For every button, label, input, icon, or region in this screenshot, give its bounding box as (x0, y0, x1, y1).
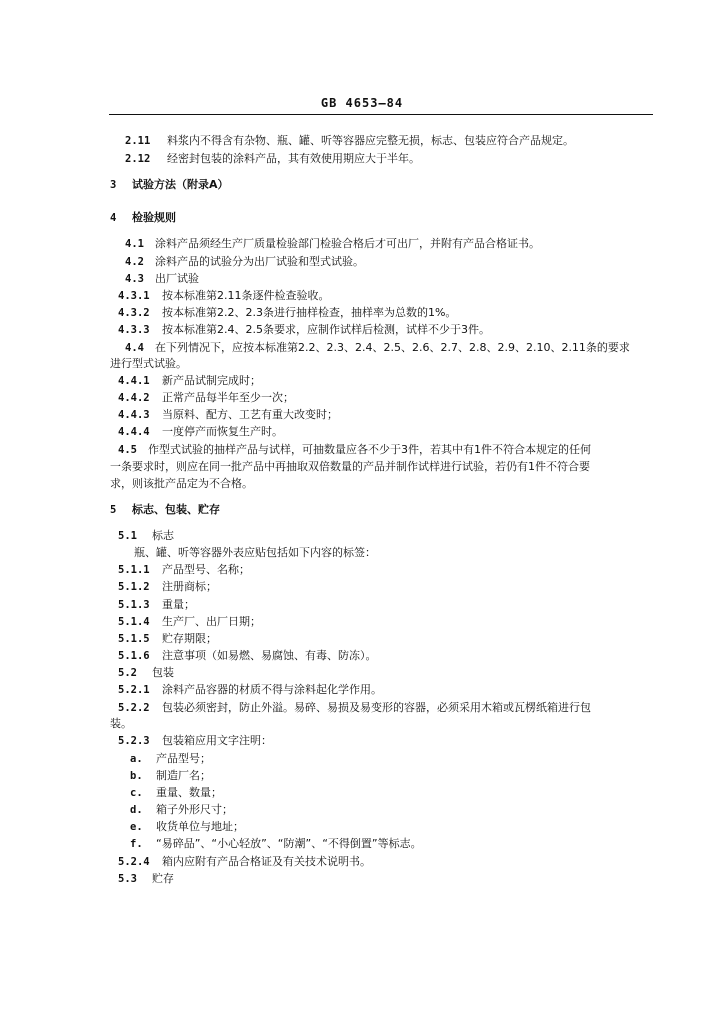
clause-number: 4.5 (118, 444, 137, 456)
clause-5-1-1 (118, 563, 250, 577)
clause-text: 贮存期限； (162, 632, 217, 645)
clause-5-1-4 (118, 615, 261, 629)
clause-4-4-3 (118, 408, 338, 422)
clause-number: 4.4.4 (118, 426, 150, 438)
clause-text: 产品型号、名称； (162, 563, 250, 576)
clause-number: 2.12 (125, 153, 151, 165)
list-marker: b. (130, 770, 143, 782)
list-item-e (130, 820, 244, 834)
clause-number: 5.1 (118, 530, 137, 542)
clause-text: 经密封包装的涂料产品，其有效使用期应大于半年。 (167, 152, 420, 165)
clause-5-2-4 (118, 855, 371, 869)
section-5-heading (110, 503, 220, 517)
clause-text: 箱内应附有产品合格证及有关技术说明书。 (162, 855, 371, 868)
clause-4-3-3 (118, 323, 490, 337)
clause-5-3 (118, 872, 174, 886)
clause-number: 4.4.1 (118, 375, 150, 387)
clause-5-2-2 (118, 701, 591, 715)
clause-text: 料浆内不得含有杂物、瓶、罐、听等容器应完整无损，标志、包装应符合产品规定。 (167, 134, 574, 147)
clause-5-1 (118, 529, 174, 543)
clause-number: 5.3 (118, 873, 137, 885)
clause-text: 标志 (152, 529, 174, 542)
clause-5-1-3 (118, 598, 195, 612)
clause-number: 5.1.4 (118, 616, 150, 628)
clause-number: 4.3 (125, 273, 144, 285)
clause-2-12 (125, 152, 420, 166)
clause-text: 瓶、罐、听等容器外表应贴包括如下内容的标签： (134, 546, 376, 559)
clause-4-4 (125, 341, 630, 355)
clause-text: 涂料产品容器的材质不得与涂料起化学作用。 (162, 683, 382, 696)
clause-text: 包装必须密封，防止外溢。易碎、易损及易变形的容器，必须采用木箱或瓦楞纸箱进行包 (162, 701, 591, 714)
clause-text: 涂料产品的试验分为出厂试验和型式试验。 (155, 255, 364, 268)
clause-number: 5.1.1 (118, 564, 150, 576)
clause-number: 4.4 (125, 342, 144, 354)
clause-4-4-1 (118, 374, 261, 388)
section-title: 标志、包装、贮存 (132, 503, 220, 516)
clause-text: 涂料产品须经生产厂质量检验部门检验合格后才可出厂，并附有产品合格证书。 (155, 237, 540, 250)
list-marker: d. (130, 804, 143, 816)
clause-number: 5.1.2 (118, 581, 150, 593)
clause-text: 一度停产而恢复生产时。 (162, 425, 283, 438)
clause-2-11 (125, 134, 574, 148)
clause-text: 出厂试验 (155, 272, 199, 285)
header-divider (109, 114, 653, 115)
list-item-text: 产品型号； (156, 752, 211, 765)
clause-5-1-intro (134, 546, 376, 560)
list-item-d (130, 803, 233, 817)
clause-number: 4.3.3 (118, 324, 150, 336)
clause-number: 4.4.3 (118, 409, 150, 421)
clause-number: 5.1.6 (118, 650, 150, 662)
list-marker: e. (130, 821, 143, 833)
standard-code-header: GB 4653—84 (320, 96, 404, 110)
clause-4-4-continued (110, 357, 187, 371)
clause-number: 5.1.5 (118, 633, 150, 645)
clause-5-2-2-continued (110, 717, 132, 731)
clause-number: 5.2 (118, 667, 137, 679)
clause-4-2 (125, 255, 364, 269)
clause-text: 当原料、配方、工艺有重大改变时； (162, 408, 338, 421)
clause-5-1-2 (118, 580, 217, 594)
clause-text: 包装 (152, 666, 174, 679)
list-item-text: “易碎品”、“小心轻放”、“防潮”、“不得倒置”等标志。 (156, 837, 422, 850)
clause-text: 包装箱应用文字注明： (162, 734, 272, 747)
clause-5-2-3 (118, 734, 272, 748)
clause-number: 4.3.2 (118, 307, 150, 319)
section-title: 检验规则 (132, 211, 176, 224)
clause-4-3-1 (118, 289, 330, 303)
clause-number: 5.2.1 (118, 684, 150, 696)
clause-4-5-continued (110, 460, 590, 474)
clause-4-5-continued-2 (110, 477, 253, 491)
clause-text: 正常产品每半年至少一次； (162, 391, 294, 404)
clause-number: 5.2.2 (118, 702, 150, 714)
list-marker: f. (130, 838, 143, 850)
list-item-text: 箱子外形尺寸； (156, 803, 233, 816)
list-marker: a. (130, 753, 143, 765)
section-number: 4 (110, 212, 117, 224)
clause-text: 作型式试验的抽样产品与试样，可抽数量应各不少于3件，若其中有1件不符合本规定的任何 (148, 443, 591, 456)
section-number: 5 (110, 504, 117, 516)
section-4-heading (110, 211, 176, 225)
clause-text: 注册商标； (162, 580, 217, 593)
section-number: 3 (110, 179, 117, 191)
clause-5-1-5 (118, 632, 217, 646)
section-title: 试验方法（附录A） (132, 178, 229, 191)
clause-4-1 (125, 237, 540, 251)
clause-4-3-2 (118, 306, 456, 320)
clause-4-5 (118, 443, 591, 457)
list-item-b (130, 769, 211, 783)
clause-text: 进行型式试验。 (110, 357, 187, 370)
clause-5-2 (118, 666, 174, 680)
clause-text: 新产品试制完成时； (162, 374, 261, 387)
clause-number: 4.1 (125, 238, 144, 250)
clause-number: 5.2.4 (118, 856, 150, 868)
list-item-text: 制造厂名； (156, 769, 211, 782)
section-3-heading (110, 178, 229, 192)
clause-text: 按本标准第2.11条逐件检查验收。 (162, 289, 330, 302)
clause-number: 4.4.2 (118, 392, 150, 404)
clause-text: 一条要求时，则应在同一批产品中再抽取双倍数量的产品并制作试样进行试验，若仍有1件不符合要 (110, 460, 590, 473)
clause-text: 注意事项（如易燃、易腐蚀、有毒、防冻）。 (162, 649, 377, 662)
clause-4-3 (125, 272, 199, 286)
list-item-f (130, 837, 422, 851)
clause-text: 按本标准第2.2、2.3条进行抽样检查，抽样率为总数的1%。 (162, 306, 457, 319)
clause-number: 5.1.3 (118, 599, 150, 611)
clause-number: 4.2 (125, 256, 144, 268)
clause-5-1-6 (118, 649, 377, 663)
list-item-c (130, 786, 222, 800)
clause-5-2-1 (118, 683, 382, 697)
list-item-text: 重量、数量； (156, 786, 222, 799)
clause-text: 生产厂、出厂日期； (162, 615, 261, 628)
clause-4-4-4 (118, 425, 283, 439)
clause-text: 重量； (162, 598, 195, 611)
clause-text: 贮存 (152, 872, 174, 885)
list-marker: c. (130, 787, 143, 799)
clause-text: 求，则该批产品定为不合格。 (110, 477, 253, 490)
clause-number: 5.2.3 (118, 735, 150, 747)
clause-text: 装。 (110, 717, 132, 730)
clause-text: 在下列情况下，应按本标准第2.2、2.3、2.4、2.5、2.6、2.7、2.8、2.9、2.10、2.11条的要求 (155, 341, 630, 354)
list-item-a (130, 752, 211, 766)
clause-number: 2.11 (125, 135, 151, 147)
clause-number: 4.3.1 (118, 290, 150, 302)
list-item-text: 收货单位与地址； (156, 820, 244, 833)
clause-4-4-2 (118, 391, 294, 405)
clause-text: 按本标准第2.4、2.5条要求，应制作试样后检测，试样不少于3件。 (162, 323, 490, 336)
